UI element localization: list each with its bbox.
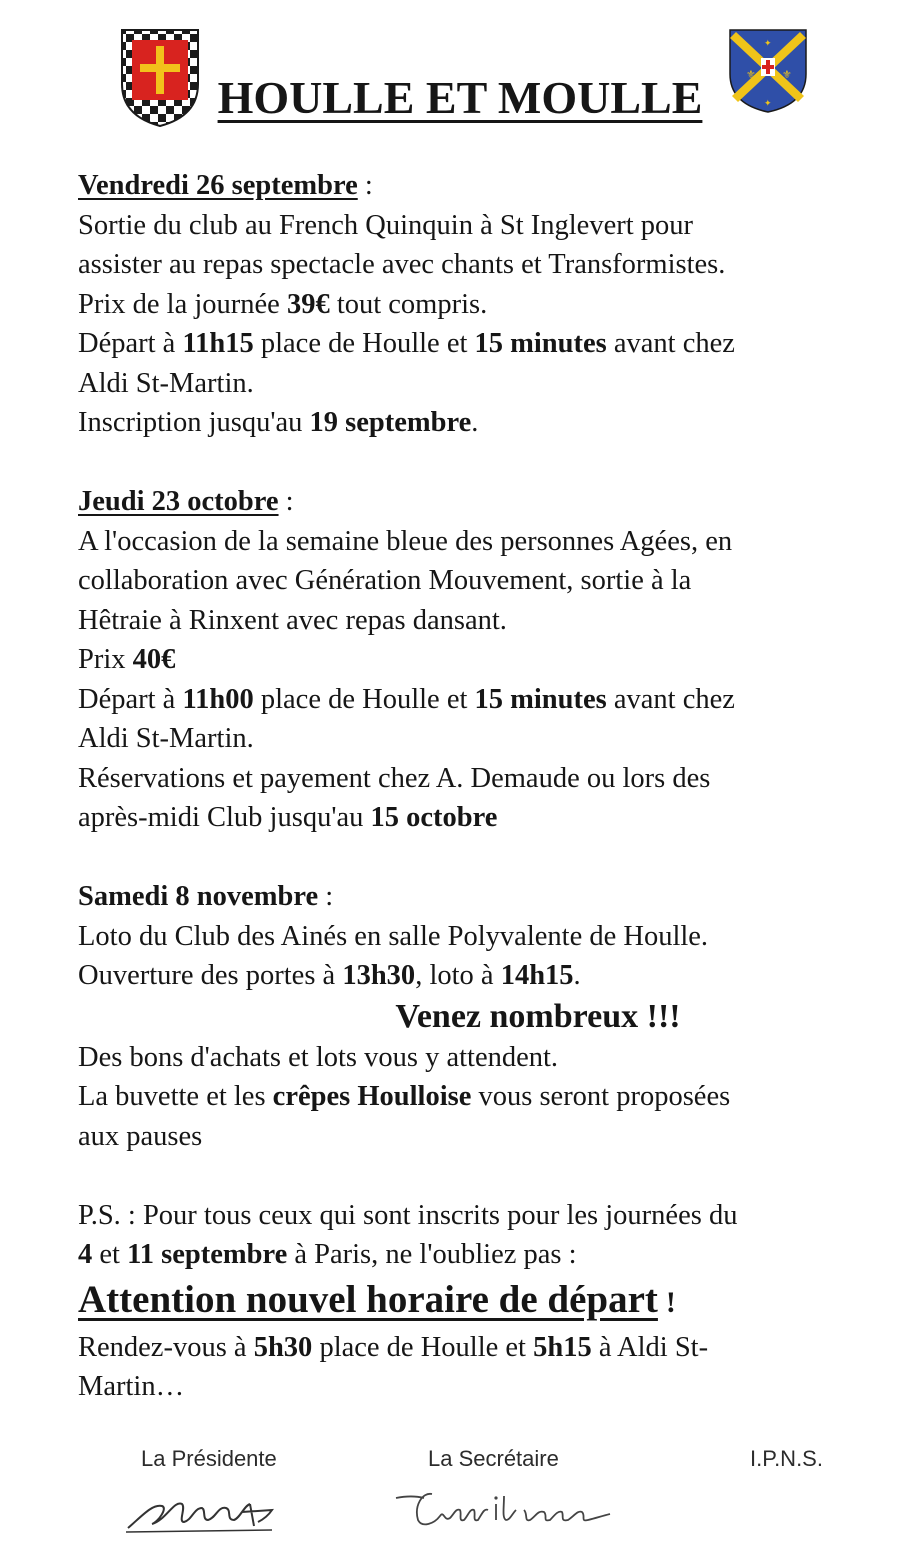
text-line: Ouverture des portes à 13h30, loto à 14h15. xyxy=(78,960,581,991)
ipns-label: I.P.N.S. xyxy=(750,1446,823,1471)
text-line: 4 et 11 septembre à Paris, ne l'oubliez pas : xyxy=(78,1239,577,1270)
president-label: La Présidente xyxy=(141,1446,277,1471)
president-signature xyxy=(122,1486,292,1536)
event-septembre: Vendredi 26 septembre : Sortie du club au French Quinquin à St Inglevert pour assister au repas spectacle avec chants et Transformistes. Prix de la journée 39€ tout compris. Départ à 11h15 place de Houlle et 15 minutes avant chez Aldi St-Martin. Inscription jusqu'au 19 septembre. xyxy=(78,166,878,443)
event-date: Jeudi 23 octobre xyxy=(78,486,279,517)
text-line: Hêtraie à Rinxent avec repas dansant. xyxy=(78,604,507,636)
text-line: Martin… xyxy=(78,1371,185,1402)
callout-venez-nombreux: Venez nombreux !!! xyxy=(395,997,681,1035)
text-line: Sortie du club au French Quinquin à St Inglevert pour xyxy=(78,209,694,241)
text-line: Prix 40€ xyxy=(78,644,176,675)
svg-text:⚜: ⚜ xyxy=(782,68,792,81)
text-line: Prix de la journée 39€ tout compris. xyxy=(78,288,488,320)
text-line: Réservations et payement chez A. Demaude ou lors des xyxy=(78,762,711,794)
text-line: P.S. : Pour tous ceux qui sont inscrits pour les journées du xyxy=(78,1199,738,1231)
text-line: Inscription jusqu'au 19 septembre. xyxy=(78,407,479,438)
text-line: collaboration avec Génération Mouvement, sortie à la xyxy=(78,565,692,596)
event-lines xyxy=(78,1038,878,1157)
text-line: assister au repas spectacle avec chants et Transformistes. xyxy=(78,249,726,280)
text-line: Des bons d'achats et lots vous y attendent. xyxy=(78,1041,559,1073)
event-lines xyxy=(78,522,878,838)
svg-text:✦: ✦ xyxy=(764,39,772,49)
text-line: A l'occasion de la semaine bleue des personnes Agées, en xyxy=(78,525,733,557)
text-line: Loto du Club des Ainés en salle Polyvalente de Houlle. xyxy=(78,920,709,952)
event-loto: Samedi 8 novembre : Loto du Club des Ainés en salle Polyvalente de Houlle. Ouverture des portes à 13h30, loto à 14h15. Venez nombreux !!! Des bons d'achats et lots vous y attendent. La buvette et les crêpes Houlloise vous seront proposées aux pauses xyxy=(78,877,878,1156)
ps-lines xyxy=(78,1196,878,1275)
event-date: Vendredi 26 septembre xyxy=(78,170,358,201)
text-line: aux pauses xyxy=(78,1120,203,1152)
text-line: après-midi Club jusqu'au 15 octobre xyxy=(78,802,498,833)
ps-lines xyxy=(78,1328,878,1407)
document-body xyxy=(78,166,878,1407)
svg-text:✦: ✦ xyxy=(764,99,772,109)
page-title: HOULLE ET MOULLE xyxy=(217,72,703,123)
text-line: Aldi St-Martin. xyxy=(78,723,254,754)
attention-notice: Attention nouvel horaire de départ ! xyxy=(78,1277,676,1321)
event-lines xyxy=(78,206,878,443)
event-lines xyxy=(78,917,878,996)
postscript xyxy=(78,1196,878,1407)
svg-text:⚜: ⚜ xyxy=(746,68,756,81)
text-line: Départ à 11h15 place de Houlle et 15 minutes avant chez xyxy=(78,328,735,359)
secretary-signature xyxy=(392,1484,632,1534)
text-line: Aldi St-Martin. xyxy=(78,367,254,399)
text-line: Rendez-vous à 5h30 place de Houlle et 5h15 à Aldi St- xyxy=(78,1331,709,1363)
secretary-label: La Secrétaire xyxy=(428,1446,559,1471)
text-line: Départ à 11h00 place de Houlle et 15 minutes avant chez xyxy=(78,683,735,715)
event-octobre: Jeudi 23 octobre : A l'occasion de la semaine bleue des personnes Agées, en collaboration avec Génération Mouvement, sortie à la Hêtraie à Rinxent avec repas dansant. Prix 40€ Départ à 11h00 place de Houlle et 15 minutes avant chez Aldi St-Martin. Réservations et payement chez A. Demaude ou lors des après-midi Club jusqu'au 15 octobre xyxy=(78,482,878,838)
text-line: La buvette et les crêpes Houlloise vous seront proposées xyxy=(78,1081,731,1112)
event-date: Samedi 8 novembre xyxy=(78,881,319,912)
